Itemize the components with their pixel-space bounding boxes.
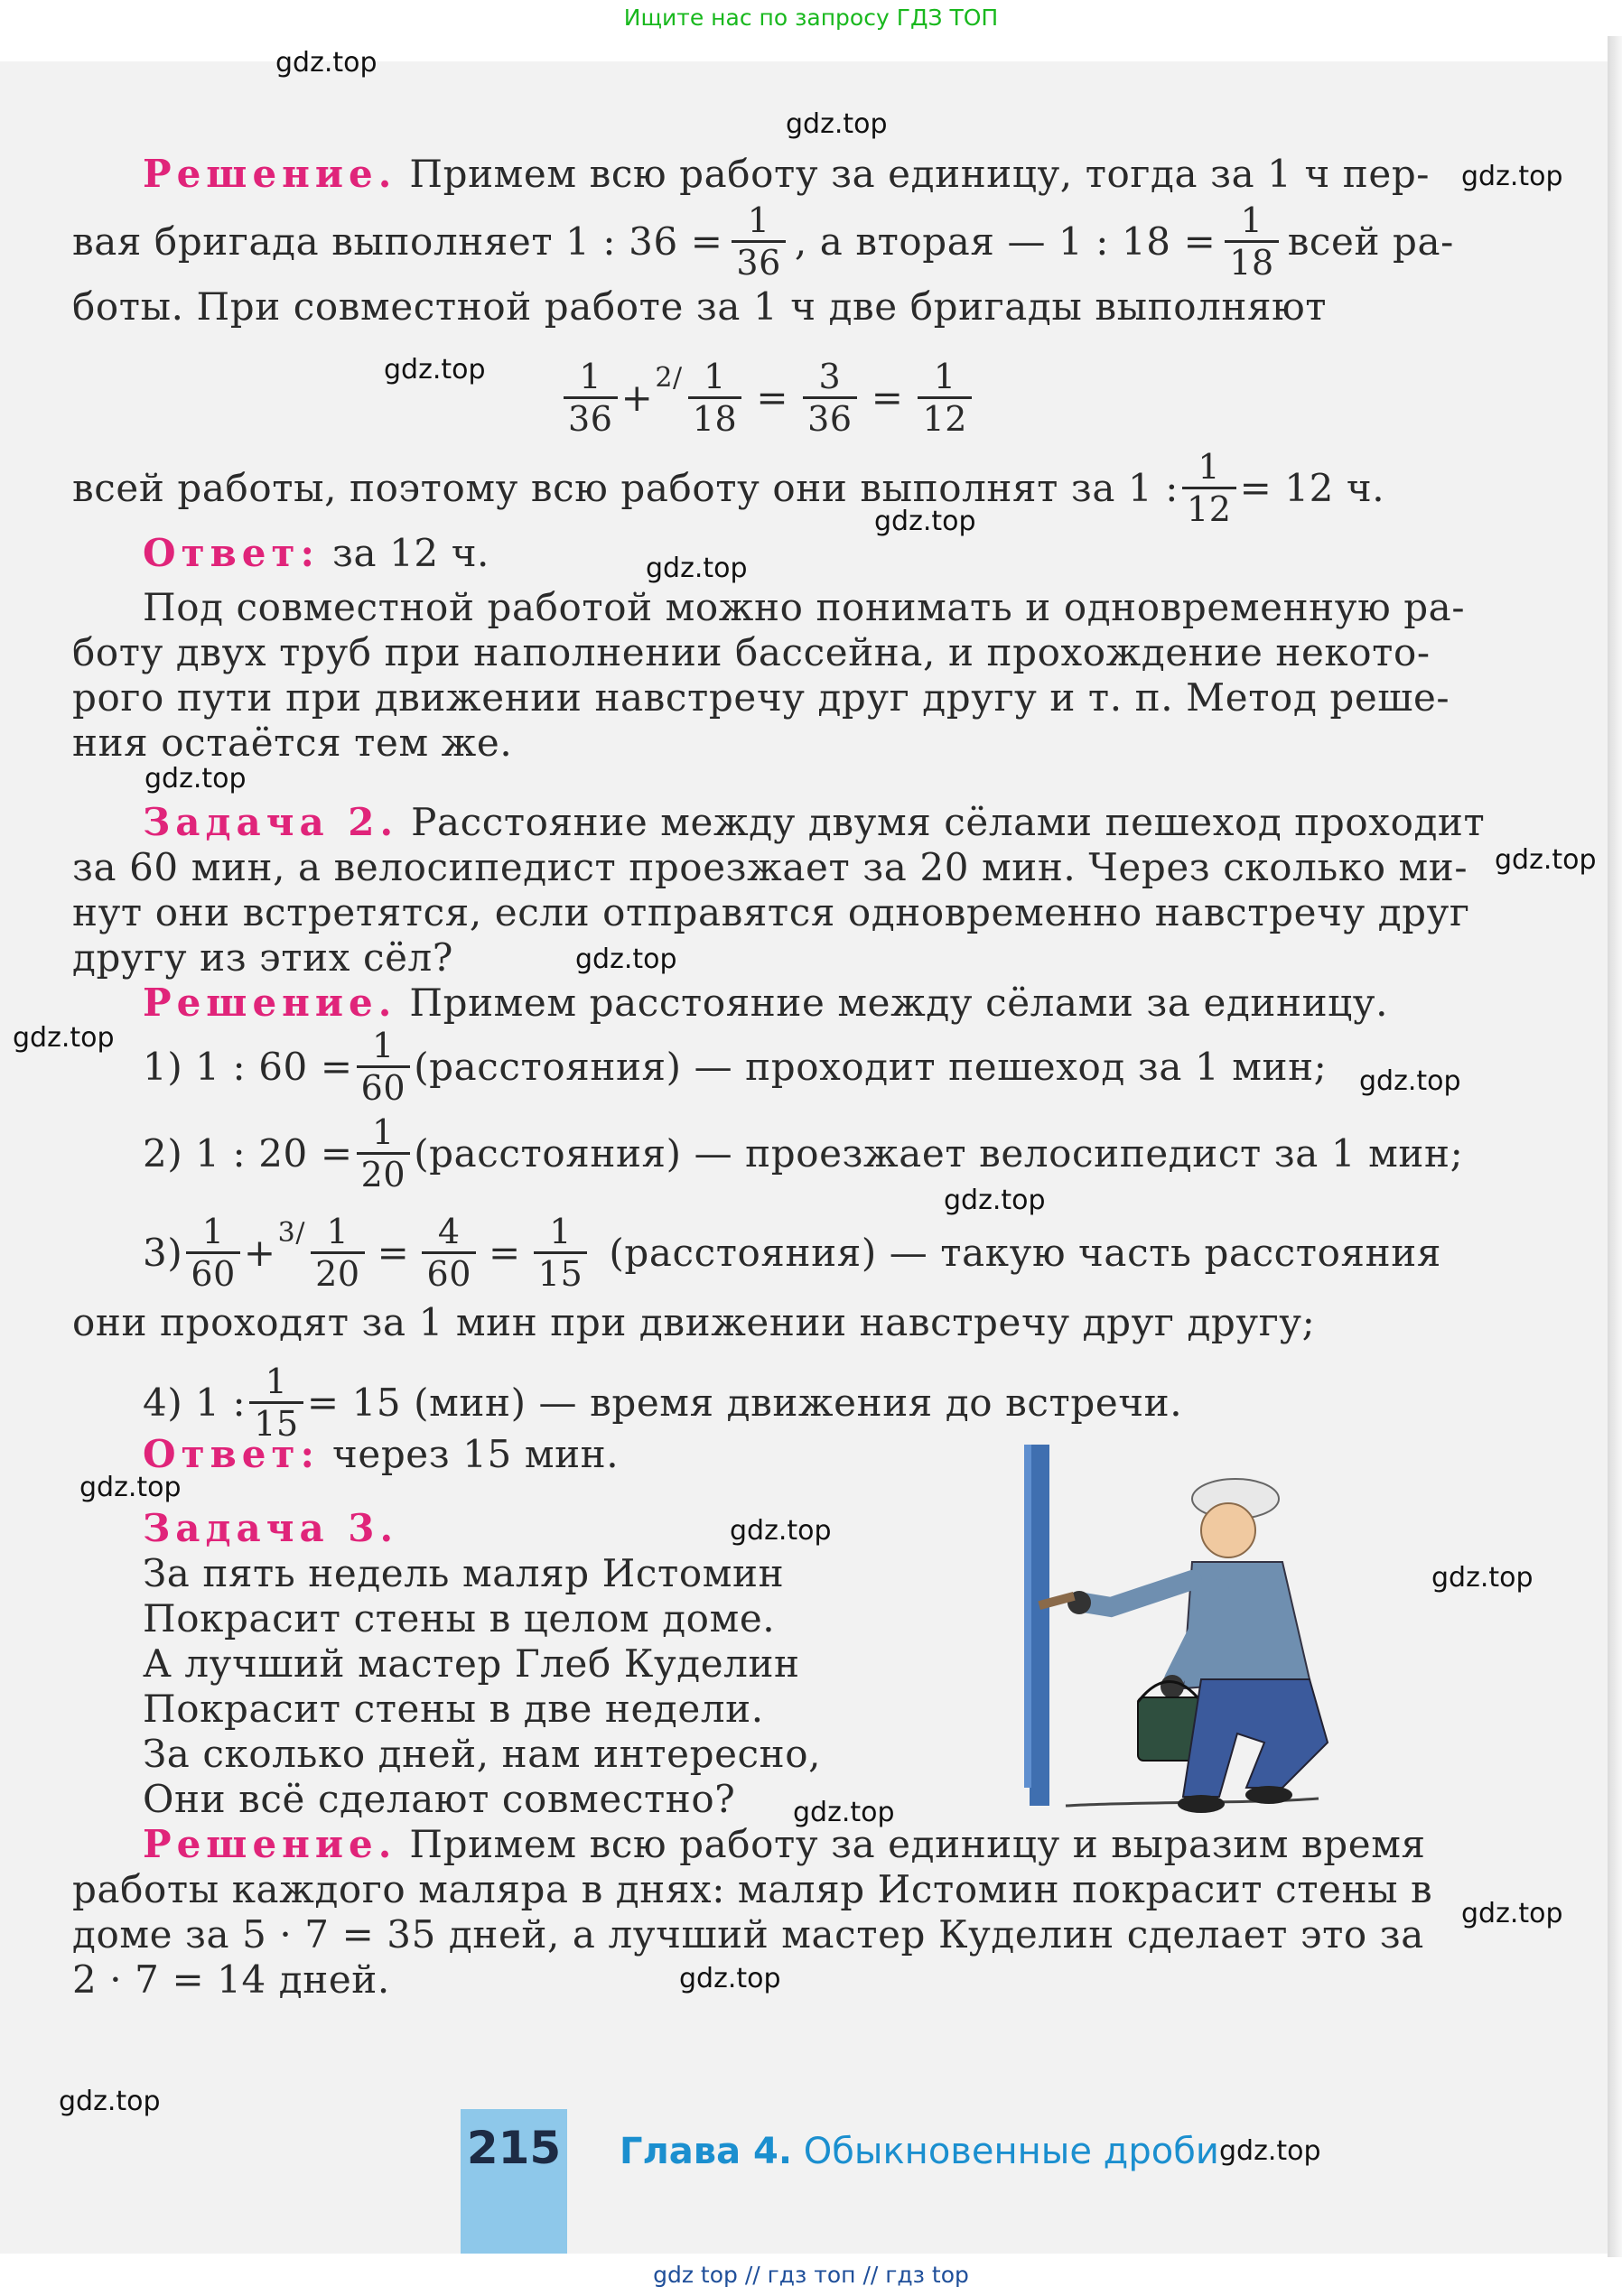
poem-line: Покрасит стены в две недели. xyxy=(143,1687,764,1731)
watermark: gdz.top xyxy=(874,506,976,537)
watermark: gdz.top xyxy=(679,1963,781,1994)
paragraph2-line4: ния остаётся тем же. xyxy=(72,720,513,765)
watermark: gdz.top xyxy=(646,553,748,584)
watermark: gdz.top xyxy=(1461,1898,1563,1929)
watermark: gdz.top xyxy=(275,47,378,79)
task2-line3: нут они встретятся, если отправятся одновременно навстречу друг xyxy=(72,890,1470,934)
poem-line: А лучший мастер Глеб Куделин xyxy=(143,1641,800,1686)
watermark: gdz.top xyxy=(730,1515,832,1547)
task3-solution: Решение. Примем всю работу за единицу и выразим время xyxy=(143,1822,1426,1866)
task3-solution-line2: работы каждого маляра в днях: маляр Истомин покрасит стены в xyxy=(72,1867,1433,1911)
watermark: gdz.top xyxy=(1495,844,1597,876)
fraction-1-18: $\frac{1}{18}$ xyxy=(1225,200,1279,283)
solution1-line5: всей работы, поэтому всю работу они выполнят за 1 : $\frac{1}{12}$ = 12 ч. xyxy=(72,447,1385,529)
head xyxy=(1201,1503,1255,1557)
watermark: gdz.top xyxy=(79,1472,182,1503)
poem-line: Они всё сделают совместно? xyxy=(143,1777,736,1821)
watermark: gdz.top xyxy=(575,943,677,975)
task3-heading: Задача 3. xyxy=(143,1506,399,1550)
watermark: gdz.top xyxy=(944,1185,1046,1216)
task2-step3-cont: они проходят за 1 мин при движении навстречу друг другу; xyxy=(72,1300,1316,1344)
task2-step4: 4) 1 : $\frac{1}{15}$ = 15 (мин) — время движения до встречи. xyxy=(143,1362,1183,1444)
task3-solution-line3: доме за 5 · 7 = 35 дней, а лучший мастер Куделин сделает это за xyxy=(72,1912,1424,1957)
watermark: gdz.top xyxy=(144,763,247,795)
task2-step1: 1) 1 : 60 = $\frac{1}{60}$ (расстояния) — проходит пешеход за 1 мин; xyxy=(143,1026,1328,1108)
poem-line: Покрасит стены в целом доме. xyxy=(143,1596,776,1641)
task2-line2: за 60 мин, а велосипедист проезжает за 20 мин. Через сколько ми- xyxy=(72,845,1468,889)
page-edge xyxy=(1608,36,1622,2257)
task2-step3: 3) $\frac{1}{60}$ + 3/ $\frac{1}{20}$ = $\frac{4}{60}$ = $\frac{1}{15}$ (расстояния) — такую часть расстояния xyxy=(143,1212,1441,1294)
top-banner[interactable]: Ищите нас по запросу ГДЗ ТОП xyxy=(623,5,999,31)
task2-line4: другу из этих сёл? xyxy=(72,935,453,980)
overalls xyxy=(1183,1679,1328,1797)
fraction-sum-1: $\frac{1}{36}$ + 2/ $\frac{1}{18}$ = $\frac{3}{36}$ = $\frac{1}{12}$ xyxy=(560,357,975,439)
poem-line: За сколько дней, нам интересно, xyxy=(143,1732,822,1776)
painted-wall-stroke xyxy=(1030,1445,1049,1806)
paragraph2-line3: рого пути при движении навстречу друг другу и т. п. Метод реше- xyxy=(72,675,1450,720)
bottom-banner[interactable]: gdz top // гдз топ // гдз top xyxy=(653,2262,969,2288)
watermark: gdz.top xyxy=(59,2086,161,2117)
fraction-1-36: $\frac{1}{36}$ xyxy=(732,200,786,283)
watermark: gdz.top xyxy=(384,354,486,386)
solution1-line2: вая бригада выполняет 1 : 36 = $\frac{1}{36}$ , а вторая — 1 : 18 = $\frac{1}{18}$ всей ра- xyxy=(72,200,1454,283)
chapter-footer: Глава 4. Обыкновенные дроби xyxy=(620,2131,1219,2172)
watermark: gdz.top xyxy=(1461,161,1563,192)
watermark: gdz.top xyxy=(13,1022,115,1054)
poem-line: За пять недель маляр Истомин xyxy=(143,1551,785,1595)
painter-illustration xyxy=(1011,1445,1409,1824)
answer2: Ответ: через 15 мин. xyxy=(143,1432,620,1476)
task2-heading: Задача 2. Расстояние между двумя сёлами пешеход проходит xyxy=(143,800,1486,844)
watermark: gdz.top xyxy=(793,1797,895,1828)
page-number: 215 xyxy=(466,2122,562,2174)
paragraph2-line2: боту двух труб при наполнении бассейна, и прохождение некото- xyxy=(72,630,1431,674)
solution1-line1: Решение. Примем всю работу за единицу, тогда за 1 ч пер- xyxy=(143,152,1431,196)
solution-keyword: Решение. xyxy=(143,152,397,196)
task2-step2: 2) 1 : 20 = $\frac{1}{20}$ (расстояния) — проезжает велосипедист за 1 мин; xyxy=(143,1112,1464,1194)
solution1-line3: боты. При совместной работе за 1 ч две бригады выполняют xyxy=(72,284,1328,329)
task3-solution-line4: 2 · 7 = 14 дней. xyxy=(72,1957,390,2002)
task2-solution: Решение. Примем расстояние между сёлами за единицу. xyxy=(143,981,1389,1025)
paragraph2-line1: Под совместной работой можно понимать и одновременную ра- xyxy=(143,585,1466,629)
watermark: gdz.top xyxy=(1359,1065,1461,1097)
watermark: gdz.top xyxy=(1431,1562,1533,1594)
watermark: gdz.top xyxy=(1219,2135,1321,2167)
answer1: Ответ: за 12 ч. xyxy=(143,531,490,575)
watermark: gdz.top xyxy=(786,108,888,140)
